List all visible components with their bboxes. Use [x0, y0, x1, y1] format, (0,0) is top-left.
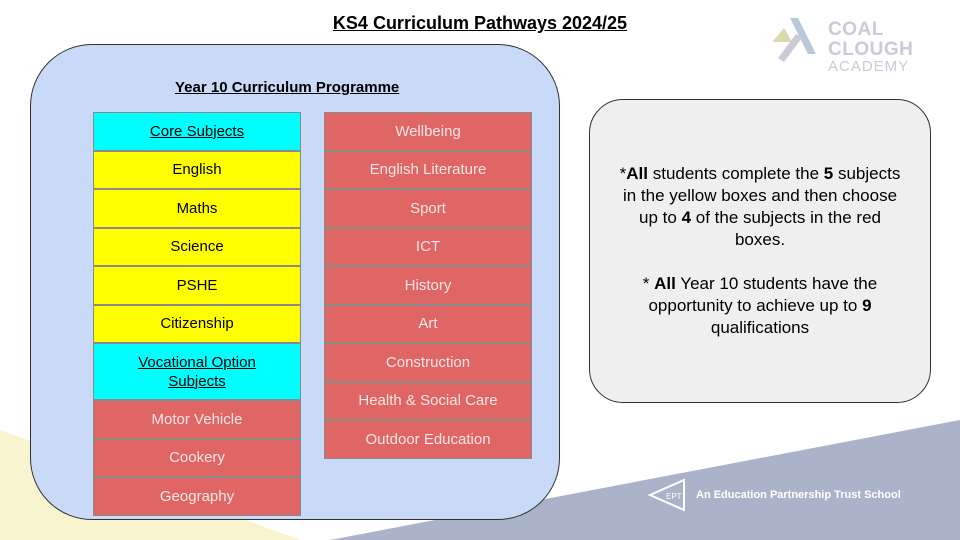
left-subject-column [93, 112, 301, 516]
subject-cell-wellbeing: Wellbeing [324, 112, 532, 151]
programme-title: Year 10 Curriculum Programme [175, 79, 400, 96]
subject-cell-pshe: PSHE [93, 266, 301, 305]
info-paragraph-1 [614, 163, 906, 251]
info-text: All [654, 274, 676, 293]
info-paragraph-2 [614, 273, 906, 339]
trust-footer [648, 478, 901, 512]
right-subject-column [324, 112, 532, 459]
ept-logo-text: EPT [666, 492, 682, 501]
subject-cell-construction: Construction [324, 343, 532, 382]
info-box [589, 99, 931, 403]
subject-cell-science: Science [93, 228, 301, 267]
subject-cell-art: Art [324, 305, 532, 344]
subject-cell-cookery: Cookery [93, 439, 301, 478]
subject-cell-english-literature: English Literature [324, 151, 532, 190]
subject-cell-outdoor-education: Outdoor Education [324, 420, 532, 459]
subject-cell-ict: ICT [324, 228, 532, 267]
subject-cell-core-subjects: Core Subjects [93, 112, 301, 151]
info-text: 9 [862, 296, 872, 315]
page-title: KS4 Curriculum Pathways 2024/25 [332, 13, 628, 33]
academy-logo-line1: COAL CLOUGH [828, 19, 914, 60]
subject-cell-history: History [324, 266, 532, 305]
subject-cell-citizenship: Citizenship [93, 305, 301, 344]
academy-logo-line2: ACADEMY [828, 58, 910, 75]
info-text: subjects in the yellow boxes and then choose up to [622, 164, 901, 227]
ept-logo-icon [648, 478, 688, 512]
info-text: Year 10 students have the opportunity to achieve up to [648, 274, 878, 315]
info-text: of the subjects in the red boxes. [691, 208, 881, 249]
subject-cell-motor-vehicle: Motor Vehicle [93, 400, 301, 439]
info-text: 5 [823, 164, 834, 183]
info-text: 4 [681, 208, 692, 227]
subject-cell-maths: Maths [93, 189, 301, 228]
info-text: students complete the [648, 164, 824, 183]
trust-text: An Education Partnership Trust School [696, 489, 901, 501]
info-text: * [642, 274, 655, 293]
subject-cell-vocational-option-subjects: Vocational Option Subjects [93, 343, 301, 400]
academy-logo [768, 14, 948, 75]
subject-cell-geography: Geography [93, 477, 301, 516]
subject-cell-health-and-social-care: Health & Social Care [324, 382, 532, 421]
subject-cell-sport: Sport [324, 189, 532, 228]
info-text: qualifications [710, 318, 810, 337]
academy-logo-icon [768, 14, 824, 64]
info-text: All [626, 164, 648, 183]
subject-cell-english: English [93, 151, 301, 190]
info-text: * [619, 164, 627, 183]
